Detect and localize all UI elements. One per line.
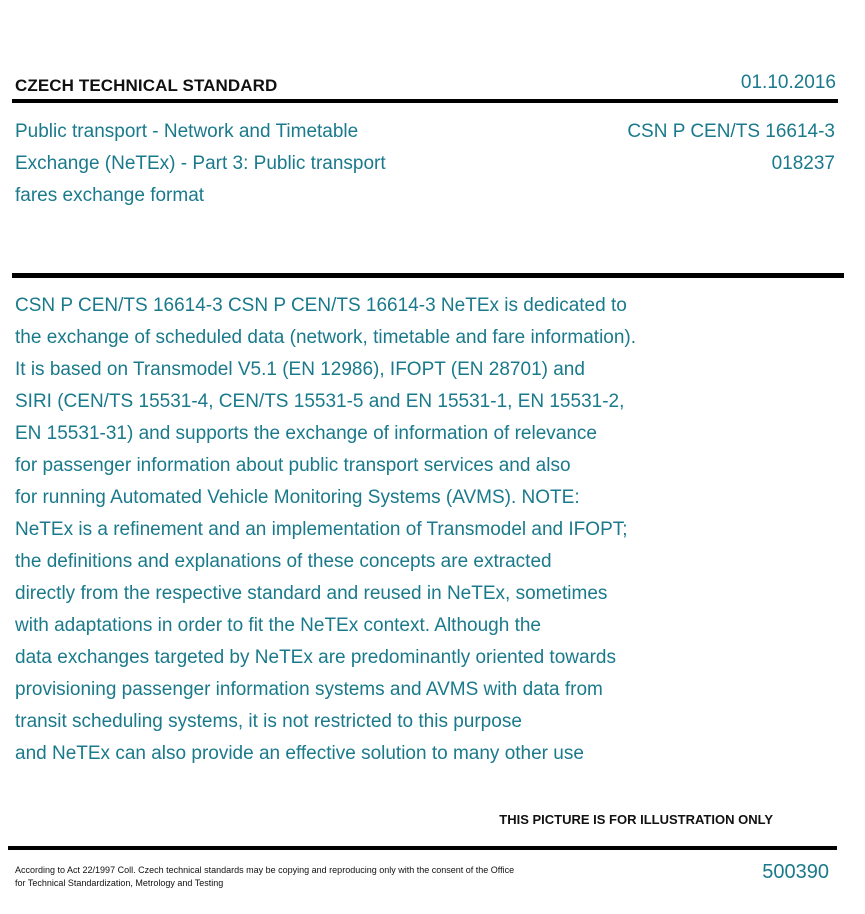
- abstract-text: [15, 290, 745, 770]
- standard-title-line: fares exchange format: [15, 185, 205, 206]
- abstract-line: NeTEx is a refinement and an implementation of Transmodel and IFOPT;: [15, 519, 628, 540]
- abstract-line: provisioning passenger information systems and AVMS with data from: [15, 679, 603, 700]
- abstract-line: It is based on Transmodel V5.1 (EN 12986), IFOPT (EN 28701) and: [15, 359, 585, 380]
- standard-title: [15, 116, 455, 212]
- abstract-line: with adaptations in order to fit the NeTEx context. Although the: [15, 615, 541, 636]
- abstract-line: the exchange of scheduled data (network, timetable and fare information).: [15, 327, 637, 348]
- document-number: 500390: [762, 861, 829, 883]
- abstract-line: and NeTEx can also provide an effective solution to many other use: [15, 743, 584, 764]
- standard-title-line: Exchange (NeTEx) - Part 3: Public transport: [15, 153, 386, 174]
- abstract-line: the definitions and explanations of these concepts are extracted: [15, 551, 552, 572]
- legal-notice-line: According to Act 22/1997 Coll. Czech technical standards may be copying and reproducing only with the consent of the Office: [15, 865, 515, 875]
- abstract-line: for passenger information about public transport services and also: [15, 455, 571, 476]
- abstract-line: for running Automated Vehicle Monitoring Systems (AVMS). NOTE:: [15, 487, 580, 508]
- legal-notice: [15, 864, 595, 890]
- title-divider: [12, 273, 844, 278]
- abstract-line: SIRI (CEN/TS 15531-4, CEN/TS 15531-5 and EN 15531-1, EN 15531-2,: [15, 391, 625, 412]
- abstract-line: transit scheduling systems, it is not restricted to this purpose: [15, 711, 522, 732]
- header-divider: [12, 99, 838, 103]
- catalog-number: 018237: [771, 153, 835, 174]
- abstract-line: EN 15531-31) and supports the exchange of information of relevance: [15, 423, 597, 444]
- standard-title-line: Public transport - Network and Timetable: [15, 121, 359, 142]
- standard-code: CSN P CEN/TS 16614-3: [627, 121, 835, 142]
- abstract-line: data exchanges targeted by NeTEx are predominantly oriented towards: [15, 647, 616, 668]
- footer-divider: [8, 846, 837, 850]
- abstract-line: CSN P CEN/TS 16614-3 CSN P CEN/TS 16614-3 NeTEx is dedicated to: [15, 295, 627, 316]
- standard-identifiers: [627, 116, 835, 180]
- illustration-notice: THIS PICTURE IS FOR ILLUSTRATION ONLY: [499, 812, 773, 827]
- abstract-line: directly from the respective standard and reused in NeTEx, sometimes: [15, 583, 608, 604]
- document-type-heading: CZECH TECHNICAL STANDARD: [15, 76, 278, 95]
- publication-date: 01.10.2016: [740, 72, 836, 93]
- legal-notice-line: for Technical Standardization, Metrology and Testing: [15, 878, 224, 888]
